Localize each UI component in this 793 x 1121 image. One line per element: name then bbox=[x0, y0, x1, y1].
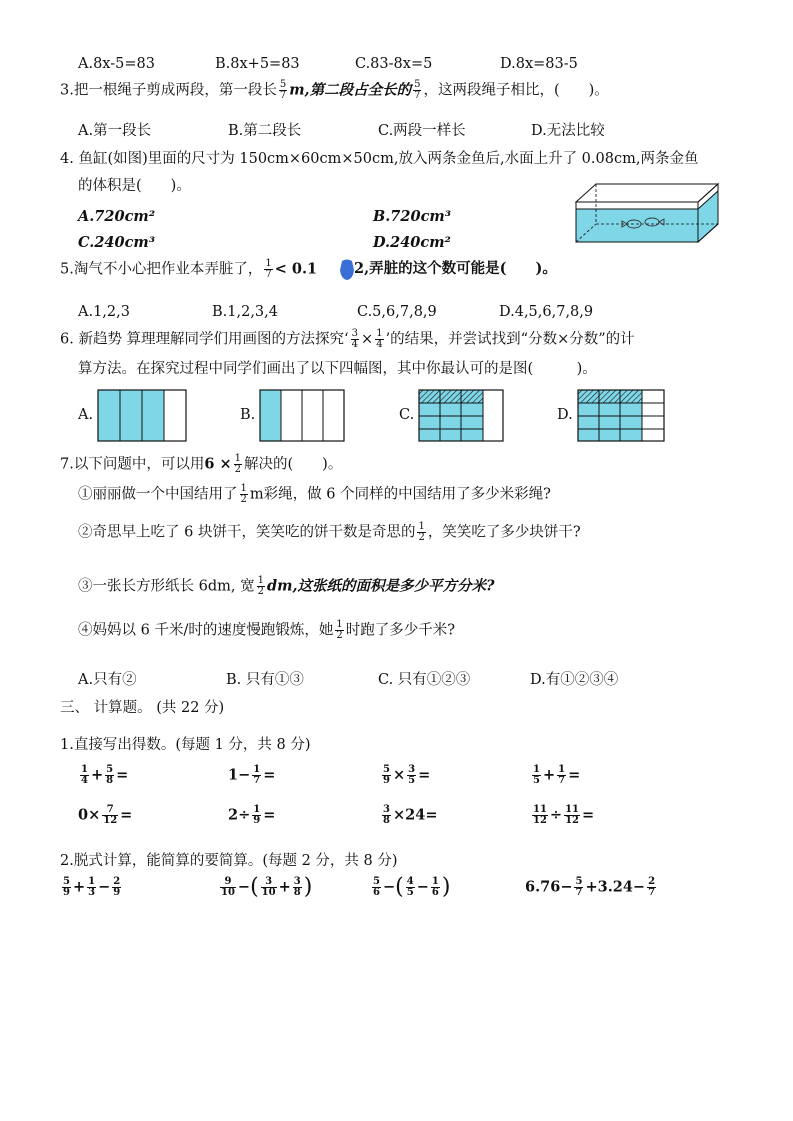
q6-times: × bbox=[361, 331, 374, 348]
q3-text-a: 3.把一根绳子剪成两段，第一段长 bbox=[60, 82, 277, 99]
q6-text-a: 6. 新趋势 算理理解同学们用画图的方法探究‘ bbox=[60, 331, 349, 348]
q2-option-b: B.8x+5=83 bbox=[215, 56, 300, 72]
q7-option-b: B. 只有①③ bbox=[226, 672, 304, 688]
calc2-title: 2.脱式计算，能简算的要简算。(每题 2 分，共 8 分) bbox=[60, 853, 398, 869]
calc2-expr-3: $\frac{5}{6}$ −( $\frac{4}{5}$ − $\frac{1}{6}$ ) bbox=[373, 874, 451, 900]
q7-sub1-b: m彩绳，做 6 个同样的中国结用了多少米彩绳? bbox=[249, 486, 551, 503]
calc1-item-6: 2÷ $\frac{1}{9}$ = bbox=[228, 804, 276, 826]
calc1-item-3: $\frac{5}{9}$ × $\frac{3}{5}$ = bbox=[383, 764, 431, 786]
q3-frac2: $\frac{5}{7}$ bbox=[414, 79, 421, 101]
q7-question bbox=[60, 454, 342, 475]
q7-sub3-frac: $\frac{1}{2}$ bbox=[257, 575, 264, 597]
q3-option-b: B.第二段长 bbox=[228, 123, 302, 139]
q7-sub2-a: ②奇思早上吃了 6 块饼干，笑笑吃的饼干数是奇思的 bbox=[78, 524, 416, 541]
q3-question bbox=[60, 80, 609, 101]
calc1-item-7: $\frac{3}{8}$ ×24= bbox=[383, 804, 438, 826]
q7-expr: 6 × bbox=[204, 455, 232, 473]
q7-sub4-a: ④妈妈以 6 千米/时的速度慢跑锻炼，她 bbox=[78, 622, 334, 639]
q4-option-d: D.240cm² bbox=[373, 234, 451, 251]
q4-option-b: B.720cm³ bbox=[373, 208, 452, 225]
q7-option-c: C. 只有①②③ bbox=[378, 672, 471, 688]
calc1-item-5: 0× $\frac{7}{12}$ = bbox=[78, 804, 133, 826]
q7-sub2 bbox=[78, 522, 581, 543]
q6-label-d: D. bbox=[557, 407, 573, 423]
calc2-expr-4: 6.76− $\frac{5}{7}$ +3.24− $\frac{2}{7}$ bbox=[525, 876, 656, 898]
q6-label-c: C. bbox=[399, 407, 415, 423]
q3-option-d: D.无法比较 bbox=[531, 123, 605, 139]
q7-text-a: 7.以下问题中，可以用 bbox=[60, 456, 205, 473]
q6-line2: 算方法。在探究过程中同学们画出了以下四幅图，其中你最认可的是图( )。 bbox=[78, 361, 597, 377]
q5-option-a: A.1,2,3 bbox=[78, 304, 130, 320]
calc1-item-8: $\frac{11}{12}$ ÷ $\frac{11}{12}$ = bbox=[533, 804, 595, 826]
q5-text-b: < 0.1 bbox=[274, 260, 318, 278]
calc1-title: 1.直接写出得数。(每题 1 分，共 8 分) bbox=[60, 737, 311, 753]
q5-option-c: C.5,6,7,8,9 bbox=[357, 304, 437, 320]
q7-text-b: 解决的( )。 bbox=[244, 456, 343, 473]
q6-diagram-c bbox=[418, 389, 506, 443]
calc2-expr-1: $\frac{5}{9}$ + $\frac{1}{3}$ − $\frac{2}{9}$ bbox=[63, 876, 121, 898]
q2-option-d: D.8x=83-5 bbox=[500, 56, 578, 72]
q5-option-d: D.4,5,6,7,8,9 bbox=[499, 304, 594, 320]
q6-diagram-b bbox=[259, 389, 347, 443]
q3-text-b: m,第二段占全长的 bbox=[289, 81, 412, 99]
q2-option-a: A.8x-5=83 bbox=[78, 56, 155, 72]
q6-diagram-d bbox=[577, 389, 667, 443]
q6-text-b: ’的结果，并尝试找到“分数×分数”的计 bbox=[385, 331, 635, 348]
q4-option-c: C.240cm³ bbox=[78, 234, 156, 251]
ink-blot-icon bbox=[339, 258, 355, 282]
q3-frac1: $\frac{5}{7}$ bbox=[279, 79, 287, 101]
q5-option-b: B.1,2,3,4 bbox=[212, 304, 278, 320]
calc2-expr-2: $\frac{9}{10}$ −( $\frac{3}{10}$ + $\frac{3}{8}$ ) bbox=[221, 874, 313, 900]
q7-sub3 bbox=[78, 576, 495, 597]
calc1-item-4: $\frac{1}{5}$ + $\frac{1}{7}$ = bbox=[533, 764, 581, 786]
section3-heading: 三、 计算题。 (共 22 分) bbox=[60, 700, 225, 716]
q6-diagram-a bbox=[97, 389, 189, 443]
q3-option-a: A.第一段长 bbox=[78, 123, 152, 139]
q7-sub4-frac: $\frac{1}{2}$ bbox=[336, 619, 343, 641]
q7-sub3-b: dm,这张纸的面积是多少平方分米? bbox=[266, 577, 495, 595]
q5-text-a: 5.淘气不小心把作业本弄脏了， bbox=[60, 261, 263, 278]
calc1-item-1: $\frac{1}{4}$ + $\frac{5}{8}$ = bbox=[81, 764, 129, 786]
q7-sub4-b: 时跑了多少千米? bbox=[345, 622, 455, 639]
q7-sub1-a: ①丽丽做一个中国结用了 bbox=[78, 486, 238, 503]
q7-sub3-a: ③一张长方形纸长 6dm, 宽 bbox=[78, 578, 255, 595]
q6-line1 bbox=[60, 329, 635, 350]
q4-line1: 4. 鱼缸(如图)里面的尺寸为 150cm×60cm×50cm,放入两条金鱼后,水面上升了 0.08cm,两条金鱼 bbox=[60, 151, 699, 167]
q4-option-a: A.720cm² bbox=[78, 208, 156, 225]
q7-frac: $\frac{1}{2}$ bbox=[234, 453, 242, 475]
q7-sub2-b: ，笑笑吃了多少块饼干? bbox=[427, 524, 581, 541]
q7-option-d: D.有①②③④ bbox=[530, 672, 619, 688]
q5-text-c: 2,弄脏的这个数可能是( )。 bbox=[354, 260, 557, 277]
q3-option-c: C.两段一样长 bbox=[378, 123, 466, 139]
q5-frac: $\frac{1}{7}$ bbox=[265, 258, 272, 280]
q7-sub1-frac: $\frac{1}{2}$ bbox=[240, 483, 247, 505]
q4-line2: 的体积是( )。 bbox=[78, 178, 191, 194]
q7-sub2-frac: $\frac{1}{2}$ bbox=[418, 521, 425, 543]
q6-label-a: A. bbox=[78, 407, 94, 423]
q3-text-c: ，这两段绳子相比，( )。 bbox=[423, 82, 609, 99]
q7-sub1 bbox=[78, 484, 551, 505]
q7-option-a: A.只有② bbox=[78, 672, 137, 688]
q6-frac2: $\frac{1}{4}$ bbox=[376, 328, 383, 350]
q2-option-c: C.83-8x=5 bbox=[355, 56, 433, 72]
calc1-item-2: 1− $\frac{1}{7}$ = bbox=[228, 764, 276, 786]
q6-frac1: $\frac{3}{4}$ bbox=[351, 328, 359, 350]
fish-tank-illustration bbox=[572, 180, 722, 246]
q5-question bbox=[60, 259, 317, 280]
q6-label-b: B. bbox=[240, 407, 256, 423]
q7-sub4 bbox=[78, 620, 455, 641]
